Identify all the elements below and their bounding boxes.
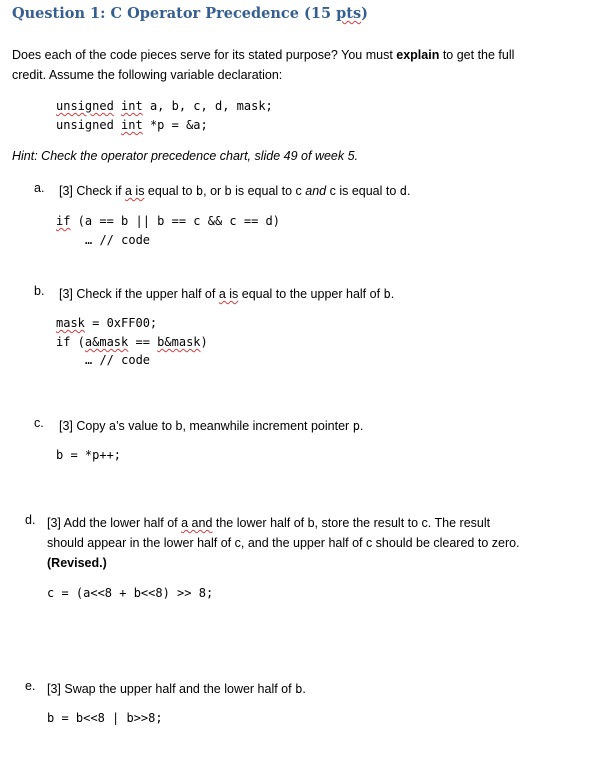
declaration-line-1: unsigned int a, b, c, d, mask; (56, 99, 273, 113)
explain-bold: explain (396, 48, 440, 62)
declaration-line-2: unsigned int *p = &a; (56, 118, 208, 132)
item-e-code-line-1: b = b<<8 | b>>8; (47, 711, 163, 725)
intro-line-1: Does each of the code pieces serve for its stated purpose? You must explain to get the full (12, 48, 515, 62)
item-c-marker: c. (34, 416, 44, 430)
item-b-code-line-1: mask = 0xFF00; (56, 316, 158, 330)
item-b-marker: b. (34, 284, 45, 298)
title-prefix: Question 1: C Operator Precedence (15 (12, 5, 337, 22)
item-b-code-line-2: if (a&mask == b&mask) (56, 335, 208, 349)
question-title (12, 5, 368, 22)
item-e-marker: e. (25, 679, 36, 693)
title-pts: pts (336, 5, 362, 22)
item-a-text: [3] Check if a is equal to b, or b is equal to c and c is equal to d. (59, 184, 411, 198)
item-d-text-line-2: should appear in the lower half of c, and the upper half of c should be cleared to zero. (47, 536, 520, 550)
item-e-text: [3] Swap the upper half and the lower half of b. (47, 682, 306, 696)
item-d-revised: (Revised.) (47, 556, 107, 570)
hint-text: Hint: Check the operator precedence chart, slide 49 of week 5. (12, 149, 359, 163)
item-d-marker: d. (25, 513, 36, 527)
item-a-code-line-1: if (a == b || b == c && c == d) (56, 214, 280, 228)
item-a-code-line-2: … // code (85, 233, 151, 247)
title-suffix: ) (361, 5, 368, 22)
item-d-code-line-1: c = (a<<8 + b<<8) >> 8; (47, 586, 214, 600)
item-b-code-line-3: … // code (85, 353, 151, 367)
intro-line-2: credit. Assume the following variable declaration: (12, 68, 283, 82)
item-c-code-line-1: b = *p++; (56, 448, 122, 462)
item-b-text: [3] Check if the upper half of a is equal to the upper half of b. (59, 287, 395, 301)
item-a-marker: a. (34, 181, 45, 195)
item-d-text-line-1: [3] Add the lower half of a and the lower half of b, store the result to c. The result (47, 516, 491, 530)
item-c-text: [3] Copy a’s value to b, meanwhile increment pointer p. (59, 419, 364, 433)
